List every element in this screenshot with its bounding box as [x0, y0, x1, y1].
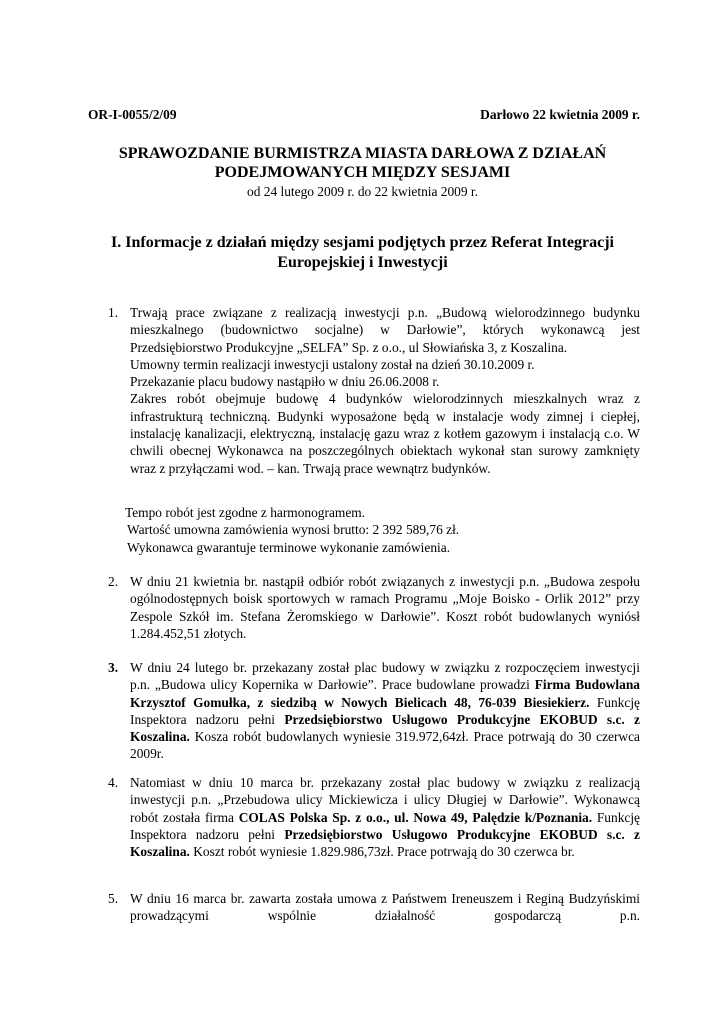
list-item-number: 1. — [108, 305, 119, 320]
summary-line: Tempo robót jest zgodne z harmonogramem. — [125, 505, 366, 520]
paragraph — [130, 659, 640, 763]
list-item-2 — [108, 573, 640, 642]
list-item-number: 3. — [108, 660, 119, 675]
section-heading-line-2: Europejskiej i Inwestycji — [277, 254, 448, 271]
text-run: W dniu 24 lutego br. przekazany został plac budowy w związku z rozpoczęciem inwestycji p.n. „Budowa ulicy Kopernika w Darłowie”. Prace budowlane prowadzi — [130, 660, 640, 693]
list-item-3 — [108, 659, 640, 763]
contractor-name: Firma Budowlana Krzysztof Gomułka, z siedzibą w Nowych Bielicach 48, 76-039 Biesiekierz. — [130, 677, 640, 710]
inspector-name: Przedsiębiorstwo Usługowo Produkcyjne EKOBUD s.c. z Koszalina. — [130, 711, 641, 745]
section-heading-line-1: I. Informacje z działań między sesjami podjętych przez Referat Integracji — [111, 234, 614, 251]
paragraph — [130, 774, 640, 860]
list-item-body — [130, 659, 640, 763]
paragraph: Trwają prace związane z realizacją inwestycji p.n. „Budową wielorodzinnego budynku mieszkalnego (budownictwo socjalne) w Darłowie”, których wykonawcą jest Przedsiębiorstwo Produkcyjne „SELFA” Sp. z o.o., ul Słowiańska 3, z Koszalina. — [130, 305, 640, 355]
paragraph: W dniu 21 kwietnia br. nastąpił odbiór robót związanych z inwestycji p.n. „Budowa zespołu ogólnodostępnych boisk sportowych w ramach Programu „Moje Boisko - Orlik 2012” przy Zespole Szkół im. Stefana Żeromskiego w Darłowie”. Koszt robót budowlanych wyniósł 1.284.452,51 złotych. — [130, 574, 640, 641]
report-title — [60, 144, 665, 182]
summary-line: Wykonawca gwarantuje terminowe wykonanie zamówienia. — [127, 539, 451, 555]
text-run: Koszt robót wyniesie 1.829.986,73zł. Prace potrwają do 30 czerwca br. — [189, 844, 575, 860]
list-item-4 — [108, 774, 640, 860]
paragraph: Przekazanie placu budowy nastąpiło w dniu 26.06.2008 r. — [130, 374, 440, 390]
contractor-name: COLAS Polska Sp. z o.o., ul. Nowa 49, Palędzie k/Poznania. — [238, 809, 593, 825]
list-item-1 — [108, 304, 640, 477]
paragraph: Zakres robót obejmuje budowę 4 budynków wielorodzinnych mieszkalnych wraz z infrastrukturą techniczną. Budynki wyposażone będą w instalacje wody zimnej i ciepłej, instalację kanalizacji, elektryczną, instalację gazu wraz z kotłem gazowym i instalacją c.o. W chwili obecnej Wykonawca na poszczególnych obiektach wykonał stan surowy zamknięty wraz z przyłączami wod. – kan. Trwają prace wewnątrz budynków. — [130, 391, 640, 476]
list-item-5 — [108, 890, 640, 925]
list-item-body — [130, 573, 640, 642]
inspector-name: Przedsiębiorstwo Usługowo Produkcyjne EKOBUD s.c. z Koszalina. — [130, 826, 641, 860]
text-run: Natomiast w dniu 10 marca br. przekazany został plac budowy w związku z realizacją inwestycji p.n. „Przebudowa ulicy Mickiewicza i ulicy Długiej w Darłowie”. Wykonawcą robót została firma — [130, 775, 640, 825]
paragraph: W dniu 16 marca br. zawarta została umowa z Państwem Ireneuszem i Reginą Budzyńskimi prowadzącymi wspólnie działalność gospodarczą p.n. — [130, 891, 640, 924]
place-and-date: Darłowo 22 kwietnia 2009 r. — [480, 107, 640, 122]
text-run: Funkcję Inspektora nadzoru pełni — [130, 694, 640, 727]
list-item-number: 4. — [108, 775, 119, 790]
list-item-body — [130, 890, 640, 925]
text-run: Kosza robót budowlanych wyniesie 319.972,64zł. Prace potrwają do 30 czerwca 2009r. — [130, 729, 640, 762]
list-item-number: 2. — [108, 574, 119, 589]
paragraph: Umowny termin realizacji inwestycji ustalony został na dzień 30.10.2009 r. — [130, 356, 535, 372]
text-run: Funkcję Inspektora nadzoru pełni — [130, 809, 641, 842]
item-1-summary — [127, 504, 627, 556]
section-heading — [70, 233, 655, 273]
report-period: od 24 lutego 2009 r. do 22 kwietnia 2009 r. — [247, 184, 478, 199]
report-title-line-1: SPRAWOZDANIE BURMISTRZA MIASTA DARŁOWA Z DZIAŁAŃ — [118, 145, 607, 162]
summary-line: Wartość umowna zamówienia wynosi brutto: 2 392 589,76 zł. — [127, 522, 460, 538]
list-item-body — [130, 774, 640, 860]
report-title-line-2: PODEJMOWANYCH MIĘDZY SESJAMI — [214, 164, 511, 181]
document-header — [88, 106, 640, 123]
list-item-number: 5. — [108, 891, 119, 906]
list-item-body — [130, 304, 640, 477]
reference-number: OR-I-0055/2/09 — [88, 107, 177, 122]
